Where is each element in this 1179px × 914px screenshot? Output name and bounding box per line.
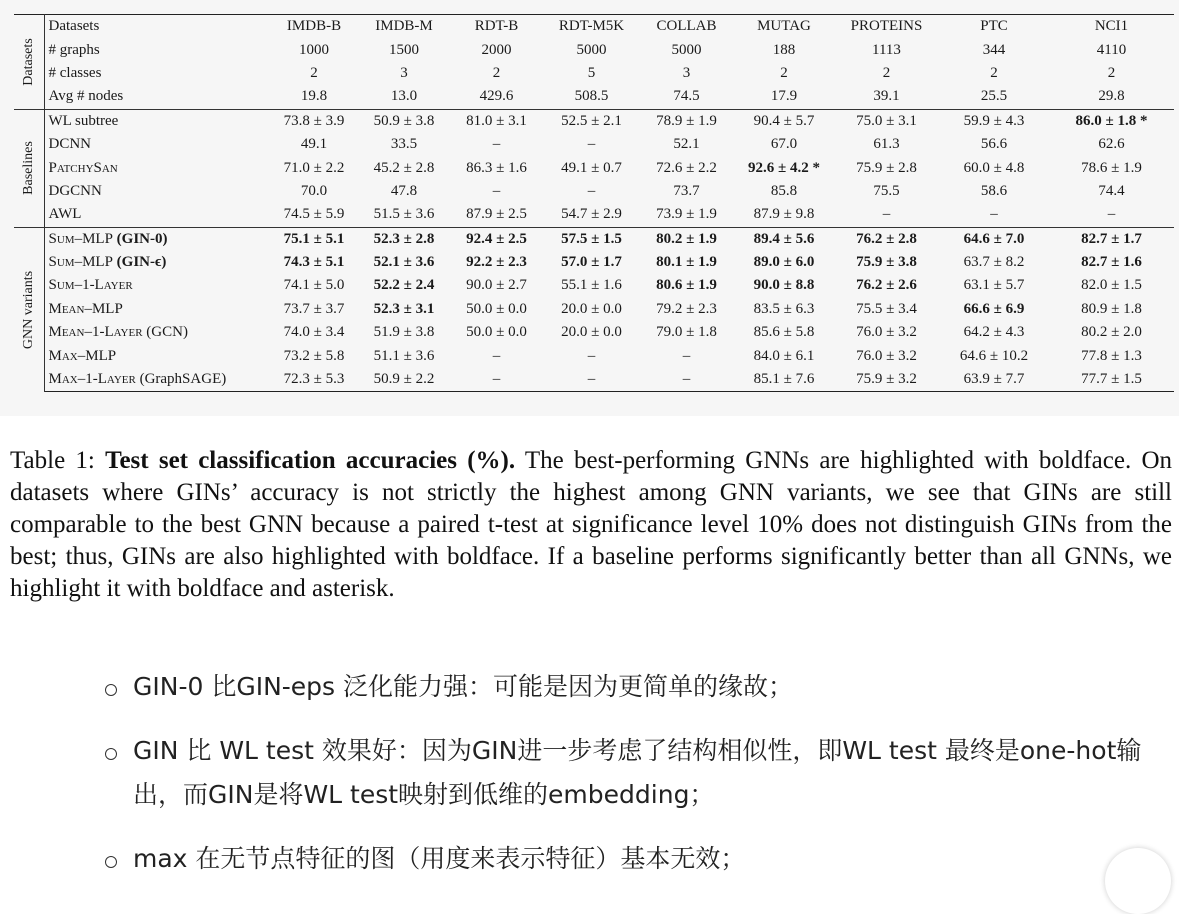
table-cell: 80.6 ± 1.9	[656, 277, 717, 294]
table-cell: 63.9 ± 7.7	[939, 368, 1049, 392]
table-cell: 73.9 ± 1.9	[656, 206, 717, 223]
table-cell: 90.0 ± 8.8	[753, 277, 815, 294]
table-cell: 87.9 ± 9.8	[753, 206, 815, 223]
table-cell: 52.3 ± 3.1	[373, 300, 435, 317]
table-cell: 47.8	[390, 182, 418, 199]
table-cell: 80.2 ± 1.9	[639, 227, 734, 251]
row-label: DCNN	[48, 136, 92, 153]
table-cell: 75.5 ± 3.4	[856, 300, 917, 317]
table-cell: 73.8 ± 3.9	[269, 109, 359, 133]
table-cell: 52.1	[673, 136, 700, 153]
row-label: Sum–MLP (GIN-ϵ)	[48, 254, 167, 271]
table-row	[14, 203, 1174, 227]
list-item	[105, 665, 1175, 709]
table-row	[14, 133, 1174, 156]
table-cell: 2	[1107, 64, 1116, 81]
table-cell: 75.9 ± 2.8	[856, 159, 917, 176]
table-cell: 50.0 ± 0.0	[466, 300, 527, 317]
baselines-section	[14, 109, 1174, 227]
row-label: Datasets	[44, 15, 269, 39]
table-caption	[10, 445, 1172, 605]
table-cell: 82.7 ± 1.7	[1049, 227, 1174, 251]
list-item	[105, 837, 1175, 881]
table-cell: 52.1 ± 3.6	[373, 254, 435, 271]
table-cell: 78.9 ± 1.9	[639, 109, 734, 133]
results-table	[14, 14, 1174, 392]
table-cell: 63.1 ± 5.7	[963, 277, 1025, 294]
table-cell: 64.6 ± 10.2	[959, 347, 1029, 364]
table-cell: 79.2 ± 2.3	[656, 300, 717, 317]
table-cell: –	[492, 136, 501, 153]
row-label: Mean–1-Layer (GCN)	[48, 324, 188, 341]
table-cell: 1113	[872, 41, 901, 58]
table-cell: 74.3 ± 5.1	[283, 254, 345, 271]
table-cell: –	[990, 206, 998, 223]
table-cell: 20.0 ± 0.0	[561, 324, 622, 341]
table-cell: 72.6 ± 2.2	[656, 159, 717, 176]
table-cell: –	[587, 347, 596, 364]
table-cell: 83.5 ± 6.3	[753, 300, 815, 317]
table-cell: 82.0 ± 1.5	[1081, 277, 1142, 294]
column-header: COLLAB	[639, 15, 734, 39]
table-row	[14, 109, 1174, 133]
table-cell: 19.8	[300, 88, 328, 105]
column-header: RDT-M5K	[544, 15, 639, 39]
table-cell: 5000	[576, 41, 607, 58]
table-cell: 79.0 ± 1.8	[656, 324, 717, 341]
table-cell: 73.7 ± 3.7	[283, 300, 345, 317]
table-cell: 87.9 ± 2.5	[466, 206, 527, 223]
bullet-circle-icon	[105, 748, 117, 760]
table-cell: 72.3 ± 5.3	[269, 368, 359, 392]
table-row	[14, 368, 1174, 392]
table-row	[14, 227, 1174, 251]
table-cell: 76.0 ± 3.2	[856, 324, 917, 341]
table-cell: –	[492, 347, 501, 364]
table-cell: 50.9 ± 2.2	[359, 368, 449, 392]
table-cell: 80.2 ± 2.0	[1081, 324, 1142, 341]
caption-title: Test set classification accuracies (%).	[105, 447, 516, 474]
row-label: Sum–MLP (GIN-0)	[44, 227, 269, 251]
table-cell: 60.0 ± 4.8	[963, 159, 1025, 176]
table-cell: 92.4 ± 2.5	[449, 227, 544, 251]
group-label: Baselines	[14, 109, 44, 227]
table-cell: –	[1107, 206, 1116, 223]
table-cell: –	[587, 136, 596, 153]
table-cell: 75.0 ± 3.1	[834, 109, 939, 133]
datasets-section	[14, 15, 1174, 110]
results-table-figure	[0, 0, 1179, 416]
scroll-to-top-button[interactable]	[1105, 848, 1171, 914]
table-cell: 62.6	[1098, 136, 1125, 153]
table-cell: 57.5 ± 1.5	[544, 227, 639, 251]
table-cell: –	[449, 368, 544, 392]
table-row	[14, 62, 1174, 85]
note-text: GIN 比 WL test 效果好：因为GIN进一步考虑了结构相似性，即WL test 最终是one-hot输出，而GIN是将WL test映射到低维的embedding；	[133, 736, 1142, 809]
table-cell: 77.8 ± 1.3	[1081, 347, 1142, 364]
table-cell: 17.9	[770, 88, 798, 105]
table-cell: 84.0 ± 6.1	[753, 347, 815, 364]
row-label: PatchySan	[48, 159, 118, 176]
table-cell: 55.1 ± 1.6	[561, 277, 622, 294]
table-cell: 92.6 ± 4.2 *	[748, 159, 820, 176]
bullet-circle-icon	[105, 856, 117, 868]
table-cell: 86.3 ± 1.6	[466, 159, 527, 176]
gnn-variants-section	[14, 227, 1174, 392]
row-label: WL subtree	[44, 109, 269, 133]
caption-label: Table 1:	[10, 447, 95, 474]
table-cell: 4110	[1096, 41, 1127, 58]
table-cell: 51.1 ± 3.6	[373, 347, 435, 364]
table-cell: 90.4 ± 5.7	[734, 109, 834, 133]
column-header: PROTEINS	[834, 15, 939, 39]
table-cell: –	[587, 182, 596, 199]
table-cell: 81.0 ± 3.1	[449, 109, 544, 133]
table-cell: 2	[990, 64, 998, 81]
table-cell: 344	[982, 41, 1006, 58]
row-label: DGCNN	[48, 182, 102, 199]
table-cell: 74.1 ± 5.0	[283, 277, 345, 294]
table-cell: 5000	[671, 41, 702, 58]
table-cell: 59.9 ± 4.3	[939, 109, 1049, 133]
row-label: # graphs	[48, 41, 100, 58]
group-label: Datasets	[14, 15, 44, 110]
table-row	[14, 251, 1174, 274]
table-cell: –	[492, 182, 501, 199]
table-cell: 80.1 ± 1.9	[656, 254, 717, 271]
table-row	[14, 344, 1174, 367]
table-cell: 75.9 ± 3.8	[856, 254, 917, 271]
table-cell: 66.6 ± 6.9	[963, 300, 1025, 317]
table-cell: 429.6	[479, 88, 514, 105]
table-cell: 33.5	[390, 136, 418, 153]
column-header: MUTAG	[734, 15, 834, 39]
table-cell: 50.0 ± 0.0	[466, 324, 527, 341]
table-cell: 50.9 ± 3.8	[359, 109, 449, 133]
table-cell: 76.0 ± 3.2	[856, 347, 917, 364]
table-cell: 77.7 ± 1.5	[1049, 368, 1174, 392]
caption-text: The best-performing GNNs are highlighted with boldface. On datasets where GINs’ accuracy is not strictly the highest among GNN variants, we see that GINs are still comparable to the best GNN because a paired t-test at significance level 10% does not distinguish GINs from the best; thus, GINs are also highlighted with boldface. If a baseline performs significantly better than all GNNs, we highlight it with boldface and asterisk.	[10, 447, 1172, 602]
table-cell: 49.1 ± 0.7	[561, 159, 622, 176]
table-cell: 67.0	[770, 136, 798, 153]
table-cell: 75.9 ± 3.2	[834, 368, 939, 392]
table-cell: 75.1 ± 5.1	[269, 227, 359, 251]
table-cell: 71.0 ± 2.2	[283, 159, 345, 176]
table-cell: 25.5	[980, 88, 1008, 105]
table-cell: –	[544, 368, 639, 392]
table-cell: 5	[587, 64, 596, 81]
table-cell: 52.2 ± 2.4	[373, 277, 435, 294]
table-cell: 64.6 ± 7.0	[939, 227, 1049, 251]
table-cell: 85.8	[770, 182, 798, 199]
table-cell: 76.2 ± 2.8	[834, 227, 939, 251]
row-label: AWL	[48, 206, 82, 223]
table-cell: 2000	[481, 41, 512, 58]
table-cell: –	[682, 347, 691, 364]
table-cell: 64.2 ± 4.3	[963, 324, 1025, 341]
table-cell: 57.0 ± 1.7	[561, 254, 622, 271]
table-row	[14, 85, 1174, 109]
group-label: GNN variants	[14, 227, 44, 392]
table-row	[14, 38, 1174, 61]
table-cell: 2	[492, 64, 501, 81]
table-cell: 2	[882, 64, 891, 81]
table-cell: 80.9 ± 1.8	[1081, 300, 1142, 317]
table-cell: 85.1 ± 7.6	[734, 368, 834, 392]
table-cell: 54.7 ± 2.9	[561, 206, 622, 223]
table-cell: 45.2 ± 2.8	[373, 159, 435, 176]
row-label: Avg # nodes	[48, 88, 124, 105]
table-row	[14, 156, 1174, 179]
note-text: GIN-0 比GIN-eps 泛化能力强：可能是因为更简单的缘故；	[133, 672, 794, 701]
table-cell: 74.0 ± 3.4	[283, 324, 345, 341]
table-cell: 78.6 ± 1.9	[1081, 159, 1142, 176]
table-cell: 51.5 ± 3.6	[373, 206, 435, 223]
table-cell: 73.7	[673, 182, 700, 199]
note-text: max 在无节点特征的图（用度来表示特征）基本无效；	[133, 844, 746, 873]
table-row	[14, 321, 1174, 344]
table-cell: 92.2 ± 2.3	[466, 254, 527, 271]
table-cell: 76.2 ± 2.6	[856, 277, 917, 294]
table-cell: 39.1	[873, 88, 900, 105]
table-cell: 1500	[389, 41, 419, 58]
table-cell: –	[639, 368, 734, 392]
table-cell: 20.0 ± 0.0	[561, 300, 622, 317]
table-cell: 56.6	[980, 136, 1008, 153]
table-row	[14, 298, 1174, 321]
table-cell: 90.0 ± 2.7	[466, 277, 527, 294]
table-cell: 70.0	[300, 182, 328, 199]
row-label: Mean–MLP	[48, 300, 123, 317]
column-header: IMDB-M	[359, 15, 449, 39]
table-cell: 74.4	[1098, 182, 1125, 199]
table-cell: 49.1	[300, 136, 328, 153]
table-cell: 89.0 ± 6.0	[753, 254, 815, 271]
table-cell: 508.5	[574, 88, 609, 105]
table-cell: 3	[682, 64, 691, 81]
table-cell: 29.8	[1098, 88, 1125, 105]
table-cell: 75.5	[873, 182, 900, 199]
list-item	[105, 729, 1175, 817]
column-header: NCI1	[1049, 15, 1174, 39]
table-cell: 3	[400, 64, 408, 81]
table-cell: –	[882, 206, 891, 223]
table-cell: 86.0 ± 1.8 *	[1049, 109, 1174, 133]
table-cell: 1000	[299, 41, 329, 58]
table-cell: 74.5 ± 5.9	[283, 206, 345, 223]
table-row	[14, 15, 1174, 39]
table-cell: 52.5 ± 2.1	[544, 109, 639, 133]
table-cell: 58.6	[980, 182, 1008, 199]
table-cell: 63.7 ± 8.2	[963, 254, 1025, 271]
table-cell: 74.5	[673, 88, 700, 105]
column-header: PTC	[939, 15, 1049, 39]
row-label: Max–MLP	[48, 347, 117, 364]
table-cell: 61.3	[873, 136, 900, 153]
table-cell: 51.9 ± 3.8	[373, 324, 435, 341]
bullet-circle-icon	[105, 684, 117, 696]
table-row	[14, 180, 1174, 203]
column-header: IMDB-B	[269, 15, 359, 39]
table-row	[14, 274, 1174, 297]
row-label: # classes	[48, 64, 102, 81]
table-cell: 73.2 ± 5.8	[283, 347, 345, 364]
table-cell: 188	[772, 41, 796, 58]
column-header: RDT-B	[449, 15, 544, 39]
table-cell: 85.6 ± 5.8	[753, 324, 815, 341]
row-label: Sum–1-Layer	[48, 277, 133, 294]
table-cell: 2	[780, 64, 788, 81]
table-cell: 13.0	[390, 88, 418, 105]
table-cell: 89.4 ± 5.6	[734, 227, 834, 251]
notes-list	[105, 665, 1175, 901]
row-label: Max–1-Layer (GraphSAGE)	[44, 368, 269, 392]
table-cell: 52.3 ± 2.8	[359, 227, 449, 251]
table-cell: 2	[310, 64, 318, 81]
table-cell: 82.7 ± 1.6	[1081, 254, 1142, 271]
